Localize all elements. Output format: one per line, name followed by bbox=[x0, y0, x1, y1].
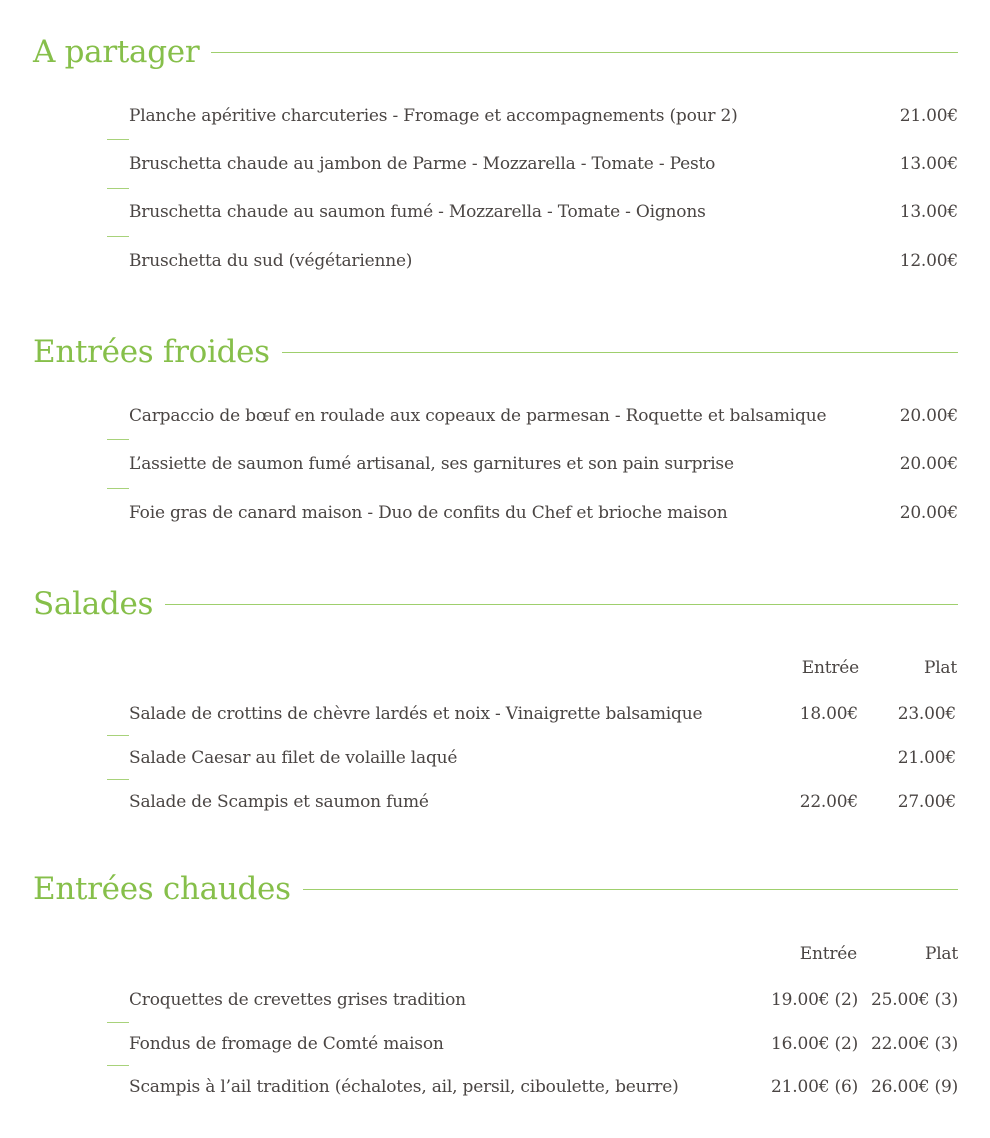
menu-item bbox=[0, 106, 990, 132]
item-price-plat: 25.00€ (3) bbox=[871, 990, 958, 1010]
item-price-entree: 22.00€ bbox=[799, 792, 858, 812]
item-price: 20.00€ bbox=[899, 454, 958, 474]
item-separator bbox=[107, 439, 129, 440]
item-name: Planche apéritive charcuteries - Fromage et accompagnements (pour 2) bbox=[129, 106, 738, 126]
menu-item bbox=[0, 251, 990, 277]
item-price-plat: 26.00€ (9) bbox=[871, 1077, 958, 1097]
item-name: Bruschetta du sud (végétarienne) bbox=[129, 251, 413, 271]
item-price: 12.00€ bbox=[899, 251, 958, 271]
item-separator bbox=[107, 139, 129, 140]
item-name: Scampis à l’ail tradition (échalotes, ail, persil, ciboulette, beurre) bbox=[129, 1077, 679, 1097]
menu-item bbox=[0, 1077, 990, 1103]
menu-item bbox=[0, 202, 990, 228]
section-header bbox=[33, 869, 958, 909]
item-price: 21.00€ bbox=[899, 106, 958, 126]
column-header-plat: Plat bbox=[924, 944, 958, 964]
item-price: 13.00€ bbox=[899, 154, 958, 174]
section-header bbox=[33, 32, 958, 72]
section-title: Salades bbox=[33, 586, 154, 622]
item-price: 13.00€ bbox=[899, 202, 958, 222]
section-divider bbox=[165, 604, 958, 605]
item-name: Bruschetta chaude au jambon de Parme - Mozzarella - Tomate - Pesto bbox=[129, 154, 716, 174]
item-price-entree: 21.00€ (6) bbox=[771, 1077, 858, 1097]
item-name: L’assiette de saumon fumé artisanal, ses garnitures et son pain surprise bbox=[129, 454, 734, 474]
menu-item bbox=[0, 406, 990, 432]
item-name: Salade Caesar au filet de volaille laqué bbox=[129, 748, 458, 768]
item-separator bbox=[107, 188, 129, 189]
item-name: Carpaccio de bœuf en roulade aux copeaux de parmesan - Roquette et balsamique bbox=[129, 406, 827, 426]
item-price: 20.00€ bbox=[899, 406, 958, 426]
item-separator bbox=[107, 236, 129, 237]
item-name: Bruschetta chaude au saumon fumé - Mozzarella - Tomate - Oignons bbox=[129, 202, 706, 222]
item-price: 20.00€ bbox=[899, 503, 958, 523]
section-divider bbox=[282, 352, 958, 353]
menu-item bbox=[0, 748, 990, 774]
menu-item bbox=[0, 792, 990, 818]
menu-item bbox=[0, 454, 990, 480]
section-divider bbox=[303, 889, 958, 890]
menu-item bbox=[0, 503, 990, 529]
menu-item bbox=[0, 990, 990, 1016]
section-header bbox=[33, 332, 958, 372]
item-price-plat: 22.00€ (3) bbox=[871, 1034, 958, 1054]
item-name: Salade de crottins de chèvre lardés et noix - Vinaigrette balsamique bbox=[129, 704, 703, 724]
section-title: Entrées chaudes bbox=[33, 871, 291, 907]
item-separator bbox=[107, 779, 129, 780]
item-separator bbox=[107, 1065, 129, 1066]
section-title: Entrées froides bbox=[33, 334, 270, 370]
item-name: Foie gras de canard maison - Duo de confits du Chef et brioche maison bbox=[129, 503, 728, 523]
column-header-plat: Plat bbox=[923, 658, 957, 678]
item-price-entree: 16.00€ (2) bbox=[771, 1034, 858, 1054]
item-price-plat: 21.00€ bbox=[897, 748, 956, 768]
item-price-plat: 23.00€ bbox=[897, 704, 956, 724]
column-header-entree: Entrée bbox=[801, 658, 859, 678]
item-price-plat: 27.00€ bbox=[897, 792, 956, 812]
item-separator bbox=[107, 1022, 129, 1023]
section-header bbox=[33, 584, 958, 624]
item-name: Salade de Scampis et saumon fumé bbox=[129, 792, 429, 812]
menu-item bbox=[0, 1034, 990, 1060]
menu-item bbox=[0, 704, 990, 730]
item-name: Croquettes de crevettes grises tradition bbox=[129, 990, 466, 1010]
item-name: Fondus de fromage de Comté maison bbox=[129, 1034, 444, 1054]
section-title: A partager bbox=[33, 34, 200, 70]
item-separator bbox=[107, 735, 129, 736]
item-separator bbox=[107, 488, 129, 489]
item-price-entree: 18.00€ bbox=[799, 704, 858, 724]
menu-item bbox=[0, 154, 990, 180]
column-header-entree: Entrée bbox=[799, 944, 857, 964]
item-price-entree: 19.00€ (2) bbox=[771, 990, 858, 1010]
section-divider bbox=[211, 52, 958, 53]
